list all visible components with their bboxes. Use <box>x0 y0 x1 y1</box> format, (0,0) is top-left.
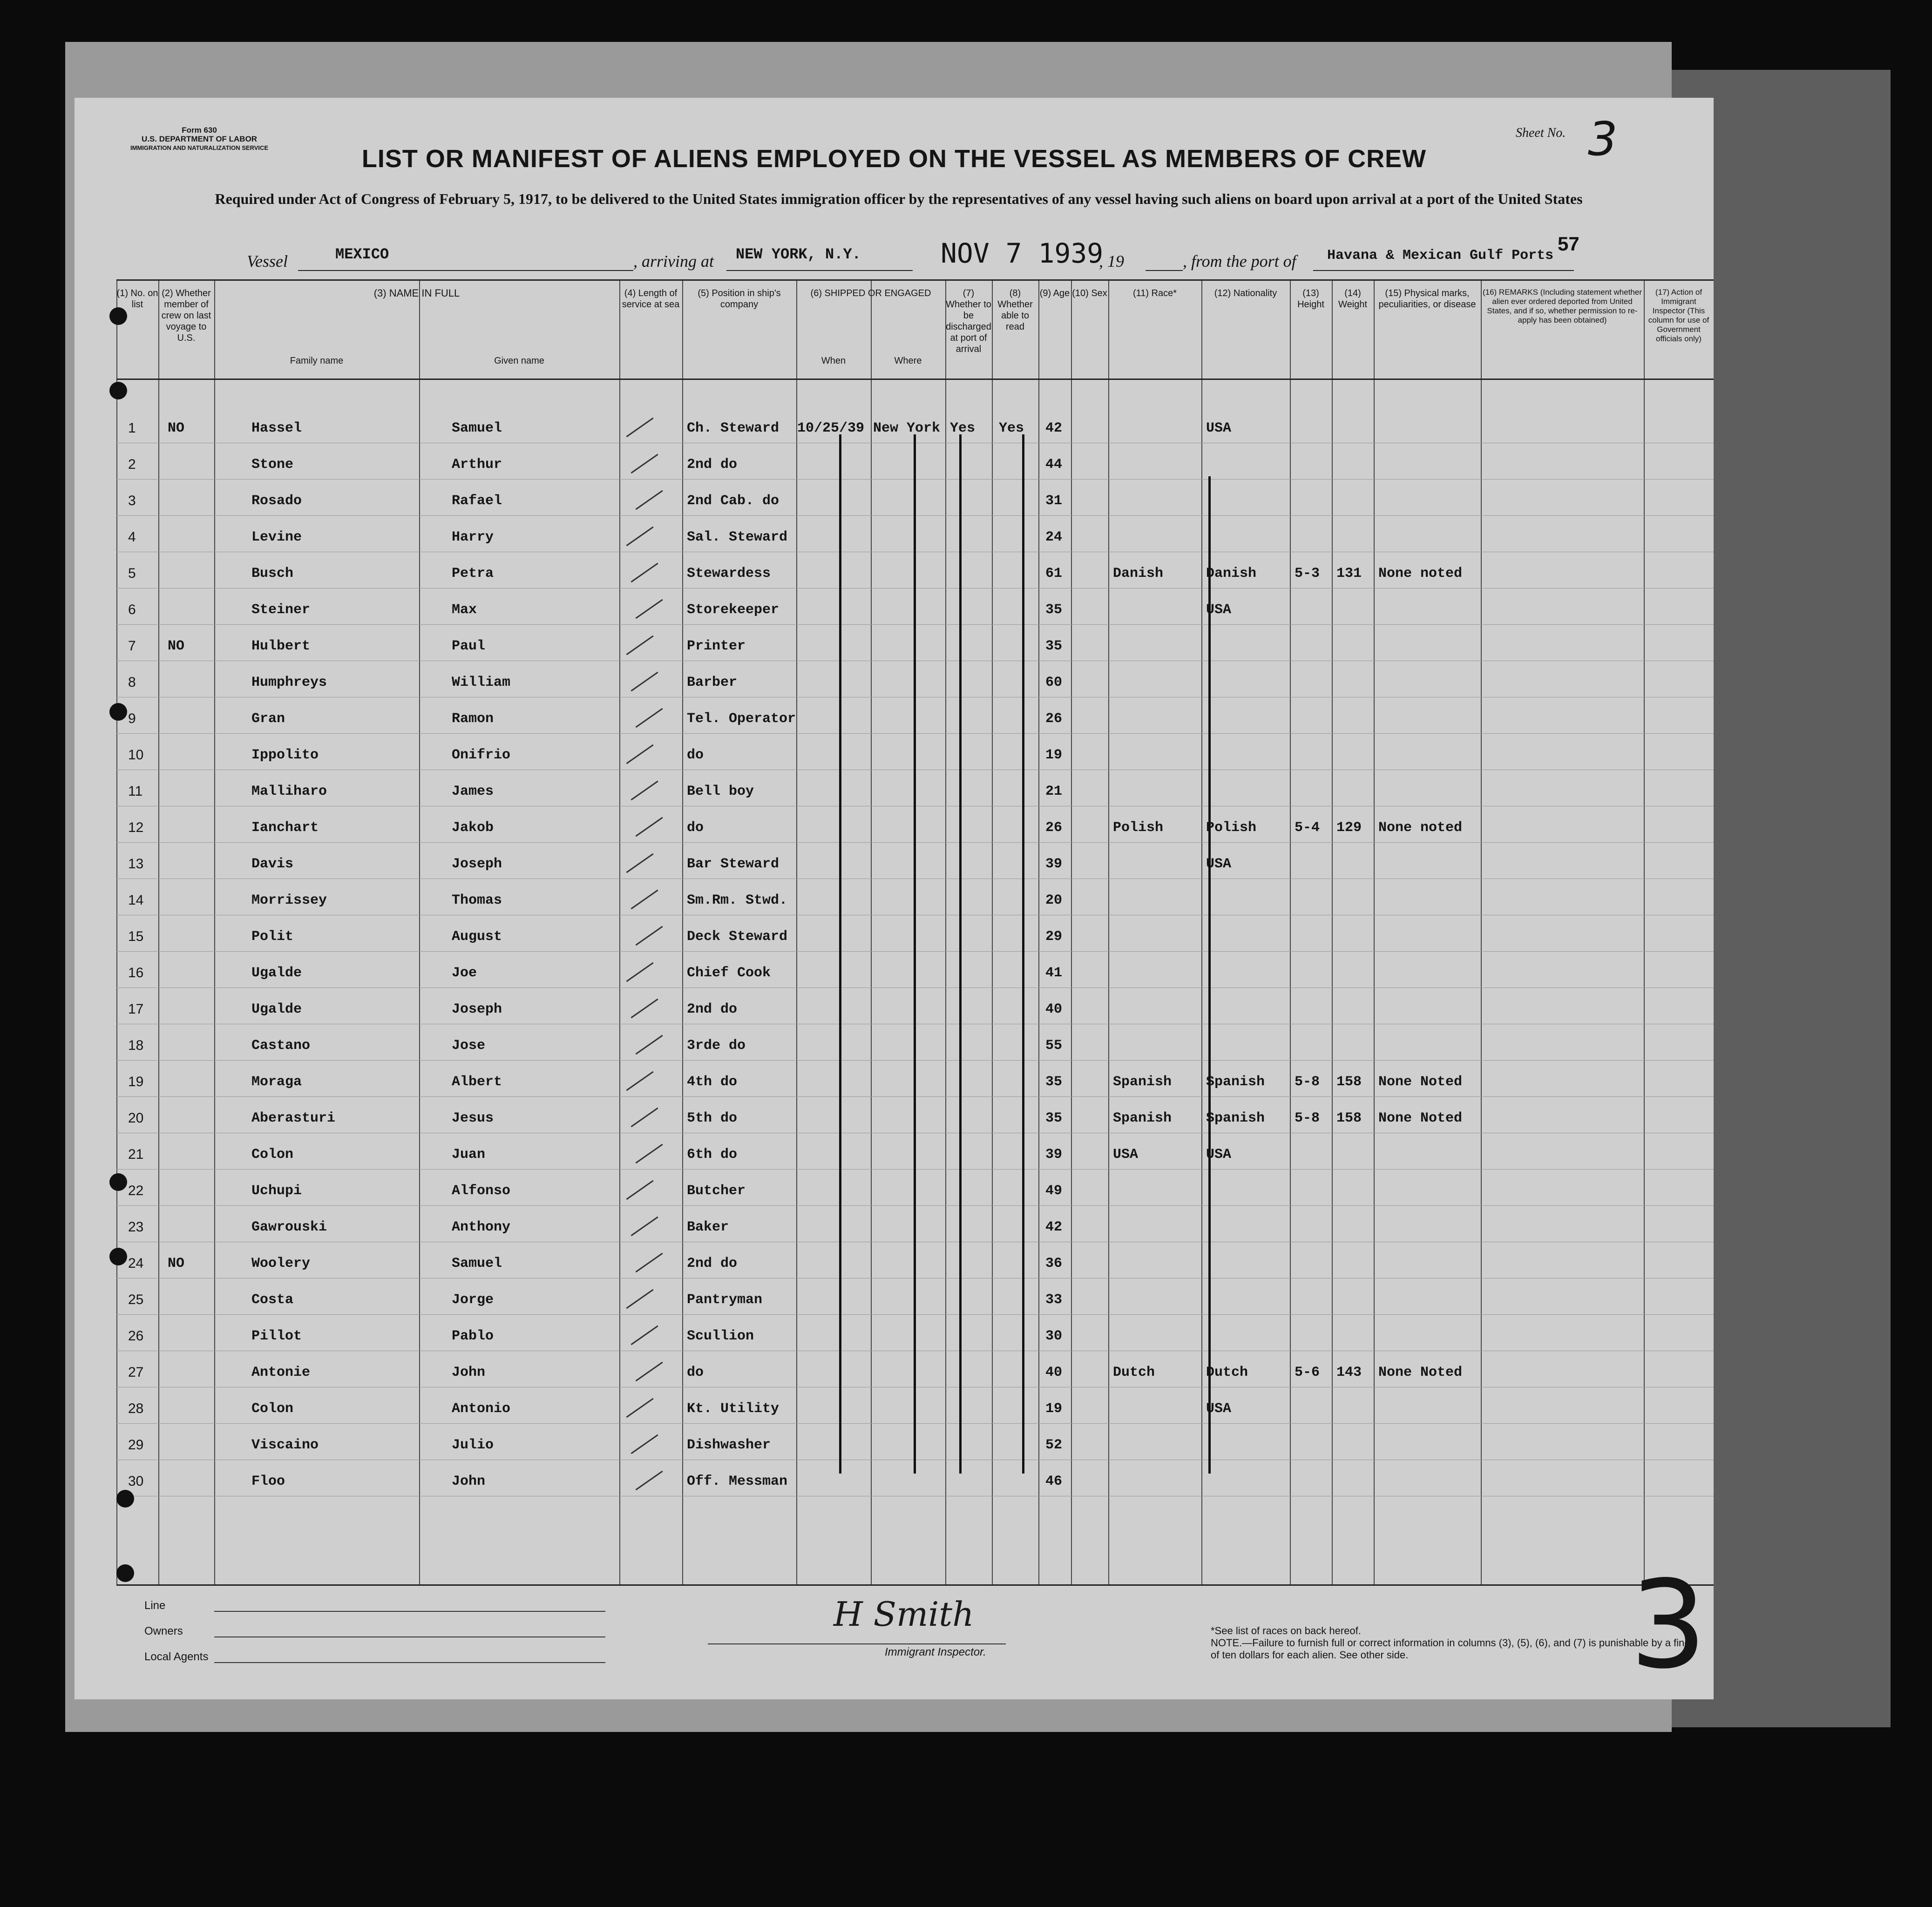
cell-n: 26 <box>128 1328 144 1344</box>
cell-position: Stewardess <box>687 566 771 582</box>
cell-family: Floo <box>251 1474 285 1489</box>
cell-given: John <box>452 1365 486 1380</box>
ditto-line <box>839 434 841 1474</box>
cell-weight: 143 <box>1336 1365 1362 1380</box>
cell-prev: NO <box>168 420 185 436</box>
cell-marks: None Noted <box>1378 1110 1463 1126</box>
cell-family: Costa <box>251 1292 294 1308</box>
cell-weight: 158 <box>1336 1074 1362 1090</box>
sheet-label: Sheet No. <box>1516 126 1566 140</box>
vessel-name: MEXICO <box>335 246 389 263</box>
cell-family: Viscaino <box>251 1437 319 1453</box>
cell-n: 1 <box>128 420 136 436</box>
page-number: 57 <box>1558 233 1579 255</box>
cell-n: 14 <box>128 893 144 908</box>
binder-hole <box>109 382 127 399</box>
col-where-header: Where <box>894 356 922 366</box>
cell-family: Ugalde <box>251 965 302 981</box>
cell-position: Storekeeper <box>687 602 780 618</box>
cell-position: Sm.Rm. Stwd. <box>687 893 788 908</box>
cell-family: Busch <box>251 566 294 582</box>
cell-given: Max <box>452 602 477 618</box>
cell-family: Rosado <box>251 493 302 509</box>
cell-age: 52 <box>1045 1437 1063 1453</box>
cell-age: 20 <box>1045 893 1063 908</box>
cell-given: Albert <box>452 1074 502 1090</box>
check-mark-icon <box>631 781 669 815</box>
cell-weight: 129 <box>1336 820 1362 836</box>
cell-position: Kt. Utility <box>687 1401 780 1417</box>
cell-race: Spanish <box>1113 1074 1172 1090</box>
cell-position: 2nd do <box>687 1001 738 1017</box>
check-mark-icon <box>631 563 669 597</box>
cell-position: Butcher <box>687 1183 746 1199</box>
cell-given: Alfonso <box>452 1183 511 1199</box>
cell-n: 5 <box>128 566 136 581</box>
manifest-subtitle: Required under Act of Congress of February 5, 1917, to be delivered to the United States immigration officer by the representatives of any vessel having such aliens on board upon arrival at a port of the United States <box>215 190 1583 207</box>
vessel-label: Vessel <box>247 252 288 270</box>
cell-family: Davis <box>251 856 294 872</box>
cell-age: 31 <box>1045 493 1063 509</box>
cell-age: 19 <box>1045 747 1063 763</box>
cell-age: 21 <box>1045 784 1063 799</box>
cell-race: Spanish <box>1113 1110 1172 1126</box>
check-mark-icon <box>636 1144 673 1178</box>
cell-n: 4 <box>128 529 136 545</box>
col-position-header: (5) Position in ship's company <box>698 288 781 310</box>
cell-position: Bell boy <box>687 784 754 799</box>
cell-position: Printer <box>687 638 746 654</box>
col-age-header: (9) Age <box>1039 288 1070 298</box>
cell-position: do <box>687 1365 704 1380</box>
check-mark-icon <box>636 1362 673 1396</box>
manifest-title: LIST OR MANIFEST OF ALIENS EMPLOYED ON THE VESSEL AS MEMBERS OF CREW <box>361 145 1427 173</box>
cell-position: Tel. Operator <box>687 711 796 727</box>
cell-marks: None noted <box>1378 820 1463 836</box>
cell-family: Morrissey <box>251 893 327 908</box>
cell-position: 5th do <box>687 1110 738 1126</box>
cell-race: Polish <box>1113 820 1164 836</box>
ditto-line <box>914 434 916 1474</box>
cell-age: 60 <box>1045 675 1063 690</box>
binder-hole <box>109 703 127 721</box>
check-mark-icon <box>636 708 673 743</box>
check-mark-icon <box>636 1035 673 1069</box>
cell-family: Polit <box>251 929 294 945</box>
check-mark-icon <box>626 1180 664 1215</box>
cell-n: 8 <box>128 675 136 690</box>
check-mark-icon <box>626 1398 664 1433</box>
cell-given: Samuel <box>452 420 502 436</box>
col-read-header: (8) Whether able to read <box>997 288 1033 332</box>
cell-position: Off. Messman <box>687 1474 788 1489</box>
cell-race: Dutch <box>1113 1365 1155 1380</box>
line-label: Line <box>144 1599 166 1612</box>
cell-given: Julio <box>452 1437 494 1453</box>
cell-age: 35 <box>1045 1074 1063 1090</box>
cell-age: 49 <box>1045 1183 1063 1199</box>
cell-family: Steiner <box>251 602 311 618</box>
cell-given: Jose <box>452 1038 486 1054</box>
cell-age: 35 <box>1045 638 1063 654</box>
cell-height: 5-6 <box>1295 1365 1320 1380</box>
cell-prev: NO <box>168 638 185 654</box>
check-mark-icon <box>636 599 673 634</box>
cell-nat: USA <box>1206 602 1232 618</box>
cell-n: 28 <box>128 1401 144 1416</box>
cell-n: 27 <box>128 1365 144 1380</box>
check-mark-icon <box>626 636 664 670</box>
cell-given: John <box>452 1474 486 1489</box>
cell-n: 3 <box>128 493 136 508</box>
inspector-label: Immigrant Inspector. <box>885 1646 986 1658</box>
cell-prev: NO <box>168 1256 185 1271</box>
check-mark-icon <box>631 1217 669 1251</box>
binder-hole <box>109 1248 127 1265</box>
cell-given: Jakob <box>452 820 494 836</box>
check-mark-icon <box>636 1253 673 1287</box>
cell-given: Jorge <box>452 1292 494 1308</box>
cell-age: 35 <box>1045 1110 1063 1126</box>
cell-position: Sal. Steward <box>687 529 788 545</box>
col-sex-header: (10) Sex <box>1072 288 1107 298</box>
cell-nat: Danish <box>1206 566 1257 582</box>
cell-marks: None Noted <box>1378 1365 1463 1380</box>
binder-hole <box>116 1490 134 1508</box>
cell-disch: Yes <box>950 420 976 436</box>
cell-age: 44 <box>1045 457 1063 473</box>
cell-height: 5-8 <box>1295 1074 1320 1090</box>
cell-age: 19 <box>1045 1401 1063 1417</box>
cell-n: 7 <box>128 638 136 654</box>
cell-age: 40 <box>1045 1365 1063 1380</box>
check-mark-icon <box>626 418 664 452</box>
cell-age: 42 <box>1045 420 1063 436</box>
cell-age: 39 <box>1045 1147 1063 1163</box>
cell-age: 39 <box>1045 856 1063 872</box>
cell-n: 18 <box>128 1038 144 1053</box>
cell-family: Moraga <box>251 1074 302 1090</box>
col-remarks-header: (16) REMARKS (Including statement whether alien ever ordered deported from United States, and if so, whether permission to re-apply has been obtained) <box>1482 288 1642 325</box>
cell-family: Ippolito <box>251 747 319 763</box>
cell-weight: 158 <box>1336 1110 1362 1126</box>
cell-age: 24 <box>1045 529 1063 545</box>
check-mark-icon <box>631 1325 669 1360</box>
local-agents-label: Local Agents <box>144 1650 209 1663</box>
cell-position: do <box>687 747 704 763</box>
cell-family: Ianchart <box>251 820 319 836</box>
footnote: *See list of races on back hereof. NOTE.—Failure to furnish full or correct information in columns (3), (5), (6), and (7) is punishable by a fine of ten dollars for each alien. See other side. <box>1211 1625 1690 1661</box>
cell-n: 20 <box>128 1110 144 1126</box>
cell-age: 40 <box>1045 1001 1063 1017</box>
cell-position: Chief Cook <box>687 965 771 981</box>
col-action-header: (17) Action of Immigrant Inspector (This column for use of Government officials only) <box>1648 288 1709 343</box>
cell-nat: Spanish <box>1206 1074 1265 1090</box>
cell-position: Pantryman <box>687 1292 763 1308</box>
cell-nat: USA <box>1206 856 1232 872</box>
cell-n: 9 <box>128 711 136 726</box>
col-prev-voyage-header: (2) Whether member of crew on last voyage to U.S. <box>161 288 211 343</box>
cell-n: 21 <box>128 1147 144 1162</box>
col-shipped-header: (6) SHIPPED OR ENGAGED <box>810 288 931 298</box>
col-no-header: (1) No. on list <box>116 288 158 310</box>
cell-nat: USA <box>1206 1147 1232 1163</box>
cell-family: Uchupi <box>251 1183 302 1199</box>
cell-family: Malliharo <box>251 784 327 799</box>
cell-family: Antonie <box>251 1365 311 1380</box>
cell-nat: Spanish <box>1206 1110 1265 1126</box>
sheet-number: 3 <box>1588 112 1618 166</box>
form-identifier: Form 630 U.S. DEPARTMENT OF LABOR IMMIGRATION AND NATURALIZATION SERVICE <box>130 126 269 151</box>
binder-hole <box>116 1564 134 1582</box>
cell-nat: Dutch <box>1206 1365 1248 1380</box>
check-mark-icon <box>626 853 664 888</box>
cell-given: Arthur <box>452 457 502 473</box>
inspector-signature: H Smith <box>834 1595 974 1634</box>
ditto-line <box>1022 434 1024 1474</box>
check-mark-icon <box>636 926 673 960</box>
cell-given: Rafael <box>452 493 502 509</box>
cell-age: 35 <box>1045 602 1063 618</box>
check-mark-icon <box>626 1289 664 1324</box>
col-marks-header: (15) Physical marks, peculiarities, or disease <box>1378 288 1476 310</box>
cell-given: Onifrio <box>452 747 511 763</box>
check-mark-icon <box>636 490 673 525</box>
cell-position: Bar Steward <box>687 856 780 872</box>
col-when-header: When <box>821 356 846 366</box>
cell-position: 2nd do <box>687 1256 738 1271</box>
cell-marks: None noted <box>1378 566 1463 582</box>
cell-position: 2nd Cab. do <box>687 493 780 509</box>
cell-family: Hulbert <box>251 638 311 654</box>
cell-n: 19 <box>128 1074 144 1089</box>
cell-weight: 131 <box>1336 566 1362 582</box>
cell-age: 55 <box>1045 1038 1063 1054</box>
cell-height: 5-8 <box>1295 1110 1320 1126</box>
cell-age: 33 <box>1045 1292 1063 1308</box>
cell-age: 61 <box>1045 566 1063 582</box>
col-nationality-header: (12) Nationality <box>1214 288 1277 298</box>
cell-given: Samuel <box>452 1256 502 1271</box>
cell-n: 6 <box>128 602 136 617</box>
cell-age: 29 <box>1045 929 1063 945</box>
check-mark-icon <box>631 672 669 706</box>
cell-n: 24 <box>128 1256 144 1271</box>
arrival-port: NEW YORK, N.Y. <box>736 246 861 263</box>
cell-age: 41 <box>1045 965 1063 981</box>
check-mark-icon <box>631 454 669 488</box>
cell-age: 30 <box>1045 1328 1063 1344</box>
cell-given: Petra <box>452 566 494 582</box>
owners-label: Owners <box>144 1625 183 1637</box>
check-mark-icon <box>626 962 664 997</box>
manifest-page <box>75 98 1714 1699</box>
cell-family: Colon <box>251 1401 294 1417</box>
port-label: , from the port of <box>1183 252 1296 270</box>
cell-position: Deck Steward <box>687 929 788 945</box>
col-discharge-header: (7) Whether to be discharged at port of arrival <box>946 288 991 354</box>
cell-position: 4th do <box>687 1074 738 1090</box>
cell-family: Aberasturi <box>251 1110 336 1126</box>
cell-family: Hassel <box>251 420 302 436</box>
col-given-name-header: Given name <box>494 356 544 366</box>
binder-hole <box>109 307 127 325</box>
cell-n: 22 <box>128 1183 144 1198</box>
cell-given: Jesus <box>452 1110 494 1126</box>
col-family-name-header: Family name <box>290 356 344 366</box>
cell-n: 13 <box>128 856 144 872</box>
cell-n: 11 <box>128 784 143 799</box>
cell-given: Thomas <box>452 893 502 908</box>
cell-position: 2nd do <box>687 457 738 473</box>
departure-port: Havana & Mexican Gulf Ports <box>1327 248 1554 264</box>
ditto-line <box>959 434 962 1474</box>
cell-n: 25 <box>128 1292 144 1307</box>
cell-where: New York <box>873 420 941 436</box>
cell-n: 30 <box>128 1474 144 1489</box>
check-mark-icon <box>636 817 673 852</box>
col-race-header: (11) Race* <box>1132 288 1177 298</box>
cell-position: do <box>687 820 704 836</box>
cell-given: Antonio <box>452 1401 511 1417</box>
handwritten-sheet-number: 3 <box>1630 1555 1707 1696</box>
cell-family: Pillot <box>251 1328 302 1344</box>
cell-nat: USA <box>1206 1401 1232 1417</box>
cell-given: Juan <box>452 1147 486 1163</box>
col-name-header: (3) NAME IN FULL <box>373 287 460 299</box>
cell-age: 46 <box>1045 1474 1063 1489</box>
arrival-date: NOV 7 1939 <box>941 237 1104 269</box>
cell-family: Castano <box>251 1038 311 1054</box>
col-weight-header: (14) Weight <box>1338 288 1367 310</box>
cell-n: 16 <box>128 965 144 981</box>
cell-marks: None Noted <box>1378 1074 1463 1090</box>
cell-given: Ramon <box>452 711 494 727</box>
cell-age: 26 <box>1045 711 1063 727</box>
cell-n: 17 <box>128 1001 144 1017</box>
cell-family: Levine <box>251 529 302 545</box>
cell-position: Scullion <box>687 1328 754 1344</box>
cell-when: 10/25/39 <box>797 420 865 436</box>
cell-height: 5-4 <box>1295 820 1320 836</box>
cell-family: Woolery <box>251 1256 311 1271</box>
cell-family: Gawrouski <box>251 1219 327 1235</box>
cell-given: William <box>452 675 511 690</box>
check-mark-icon <box>631 890 669 924</box>
cell-given: Harry <box>452 529 494 545</box>
cell-family: Ugalde <box>251 1001 302 1017</box>
col-height-header: (13) Height <box>1297 288 1324 310</box>
cell-age: 36 <box>1045 1256 1063 1271</box>
cell-nat: Polish <box>1206 820 1257 836</box>
binder-hole <box>109 1173 127 1191</box>
cell-family: Gran <box>251 711 285 727</box>
ditto-line <box>1208 476 1211 1474</box>
arriving-label: , arriving at <box>633 252 714 270</box>
cell-position: 3rde do <box>687 1038 746 1054</box>
check-mark-icon <box>631 1108 669 1142</box>
cell-n: 15 <box>128 929 144 944</box>
cell-position: Ch. Steward <box>687 420 780 436</box>
cell-family: Colon <box>251 1147 294 1163</box>
year-label: , 19 <box>1099 252 1124 270</box>
cell-given: Paul <box>452 638 486 654</box>
cell-race: USA <box>1113 1147 1139 1163</box>
cell-position: 6th do <box>687 1147 738 1163</box>
cell-position: Barber <box>687 675 738 690</box>
cell-age: 42 <box>1045 1219 1063 1235</box>
check-mark-icon <box>626 1071 664 1106</box>
check-mark-icon <box>631 1434 669 1469</box>
crew-table <box>116 279 1714 1586</box>
cell-n: 2 <box>128 457 136 472</box>
cell-age: 26 <box>1045 820 1063 836</box>
cell-given: James <box>452 784 494 799</box>
cell-given: Anthony <box>452 1219 511 1235</box>
cell-given: Joseph <box>452 1001 502 1017</box>
cell-race: Danish <box>1113 566 1164 582</box>
col-service-header: (4) Length of service at sea <box>622 288 680 310</box>
cell-given: Pablo <box>452 1328 494 1344</box>
cell-nat: USA <box>1206 420 1232 436</box>
cell-given: August <box>452 929 502 945</box>
check-mark-icon <box>626 744 664 779</box>
check-mark-icon <box>636 1471 673 1505</box>
cell-n: 29 <box>128 1437 144 1453</box>
cell-given: Joe <box>452 965 477 981</box>
check-mark-icon <box>626 527 664 561</box>
cell-read: Yes <box>999 420 1024 436</box>
cell-height: 5-3 <box>1295 566 1320 582</box>
cell-n: 12 <box>128 820 144 835</box>
cell-position: Baker <box>687 1219 729 1235</box>
cell-n: 23 <box>128 1219 144 1235</box>
cell-given: Joseph <box>452 856 502 872</box>
check-mark-icon <box>631 999 669 1033</box>
cell-family: Stone <box>251 457 294 473</box>
cell-family: Humphreys <box>251 675 327 690</box>
cell-n: 10 <box>128 747 144 763</box>
cell-position: Dishwasher <box>687 1437 771 1453</box>
